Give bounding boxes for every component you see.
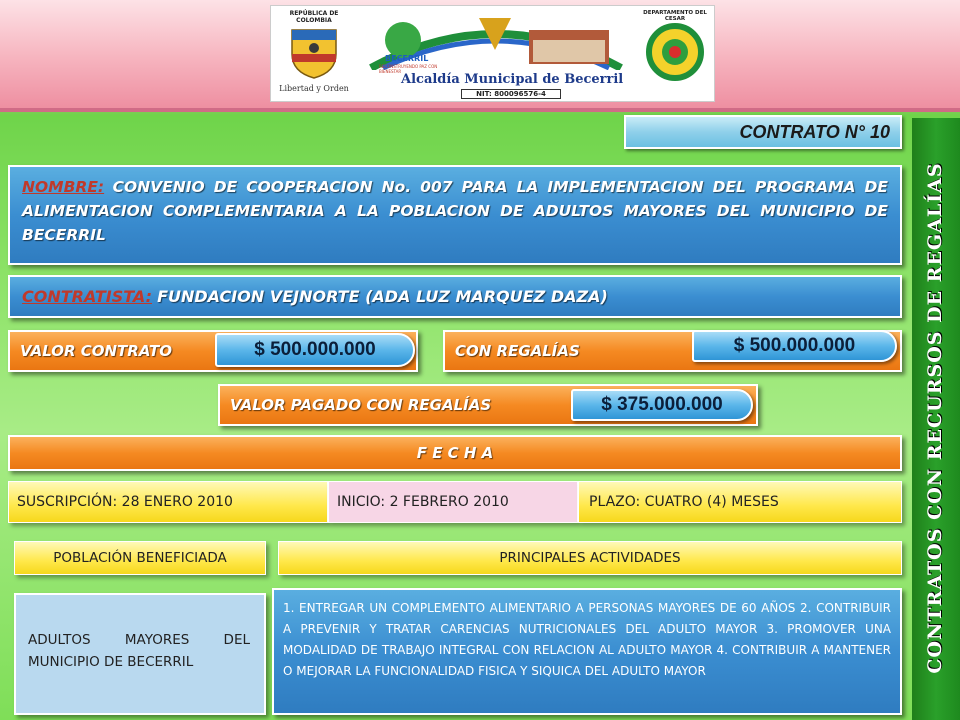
- poblacion-header: [14, 541, 266, 575]
- suscripcion-box: [8, 481, 328, 523]
- cesar-emblem-top: DEPARTAMENTO DEL CESAR: [643, 10, 707, 22]
- sidebar-title: CONTRATOS CON RECURSOS DE REGALÍAS: [924, 162, 946, 674]
- inicio-text: INICIO: 2 FEBRERO 2010: [337, 494, 509, 510]
- valor-pagado-label: VALOR PAGADO CON REGALÍAS: [230, 396, 492, 414]
- contract-title-box: [624, 115, 902, 149]
- becerril-slogan: RECONSTRUYENDO PAZ CON BIENESTAR: [379, 64, 438, 74]
- contratista-label: CONTRATISTA:: [22, 287, 152, 306]
- becerril-badge: BECERRIL: [385, 54, 429, 63]
- nombre-box: [8, 165, 902, 265]
- colombia-emblem-top: REPÚBLICA DE COLOMBIA: [289, 10, 339, 24]
- alcaldia-name: Alcaldía Municipal de Becerril: [401, 72, 624, 87]
- valor-pagado-amount: $ 375.000.000: [571, 389, 753, 421]
- plazo-text: PLAZO: CUATRO (4) MESES: [589, 494, 779, 510]
- nombre-value: CONVENIO DE COOPERACION No. 007 PARA LA IMPLEMENTACION DEL PROGRAMA DE ALIMENTACION COMPLEMENTARIA A LA POBLACION DE ADULTOS MAYORES DEL MUNICIPIO DE BECERRIL: [22, 178, 888, 244]
- suscripcion-text: SUSCRIPCIÓN: 28 ENERO 2010: [17, 494, 233, 510]
- cesar-emblem: [639, 10, 711, 98]
- nit-label: NIT: 800096576-4: [461, 89, 561, 99]
- inicio-box: [328, 481, 578, 523]
- actividades-box: [272, 588, 902, 715]
- actividades-header: [278, 541, 902, 575]
- colombia-emblem-bottom: Libertad y Orden: [279, 84, 349, 93]
- contratista-box: [8, 275, 902, 318]
- actividades-label: PRINCIPALES ACTIVIDADES: [499, 550, 681, 566]
- poblacion-box: [14, 593, 266, 715]
- header-logo-banner: [270, 5, 715, 102]
- plazo-box: [578, 481, 902, 523]
- colombia-emblem: [279, 10, 349, 98]
- contract-title: CONTRATO N° 10: [739, 122, 890, 142]
- coat-of-arms-icon: [287, 24, 341, 80]
- becerril-logo: [361, 10, 631, 98]
- contratista-value: FUNDACION VEJNORTE (ADA LUZ MARQUEZ DAZA): [157, 287, 608, 306]
- sidebar: [912, 118, 960, 720]
- valor-contrato-label: VALOR CONTRATO: [20, 342, 172, 360]
- valor-contrato-amount: $ 500.000.000: [215, 333, 415, 367]
- poblacion-label: POBLACIÓN BENEFICIADA: [53, 550, 227, 566]
- fecha-label: F E C H A: [416, 444, 494, 462]
- fecha-box: [8, 435, 902, 471]
- actividades-value: 1. ENTREGAR UN COMPLEMENTO ALIMENTARIO A PERSONAS MAYORES DE 60 AÑOS 2. CONTRIBUIR A PREVENIR Y TRATAR CARENCIAS NUTRICIONALES DEL ADULTO MAYOR 3. PROMOVER UNA MODALIDAD DE TRABAJO INTEGRAL CON RELACION AL ADULTO MAYOR 4. CONTRIBUIR A MANTENER O MEJORAR LA FUNCIONALIDAD FISICA Y SIQUICA DEL ADULTO MAYOR: [283, 601, 891, 678]
- con-regalias-amount: $ 500.000.000: [692, 330, 897, 362]
- poblacion-value: ADULTOS MAYORES DEL MUNICIPIO DE BECERRIL: [28, 632, 250, 670]
- cesar-sun-icon: [645, 22, 705, 82]
- nombre-label: NOMBRE:: [22, 178, 105, 196]
- con-regalias-label: CON REGALÍAS: [455, 342, 580, 360]
